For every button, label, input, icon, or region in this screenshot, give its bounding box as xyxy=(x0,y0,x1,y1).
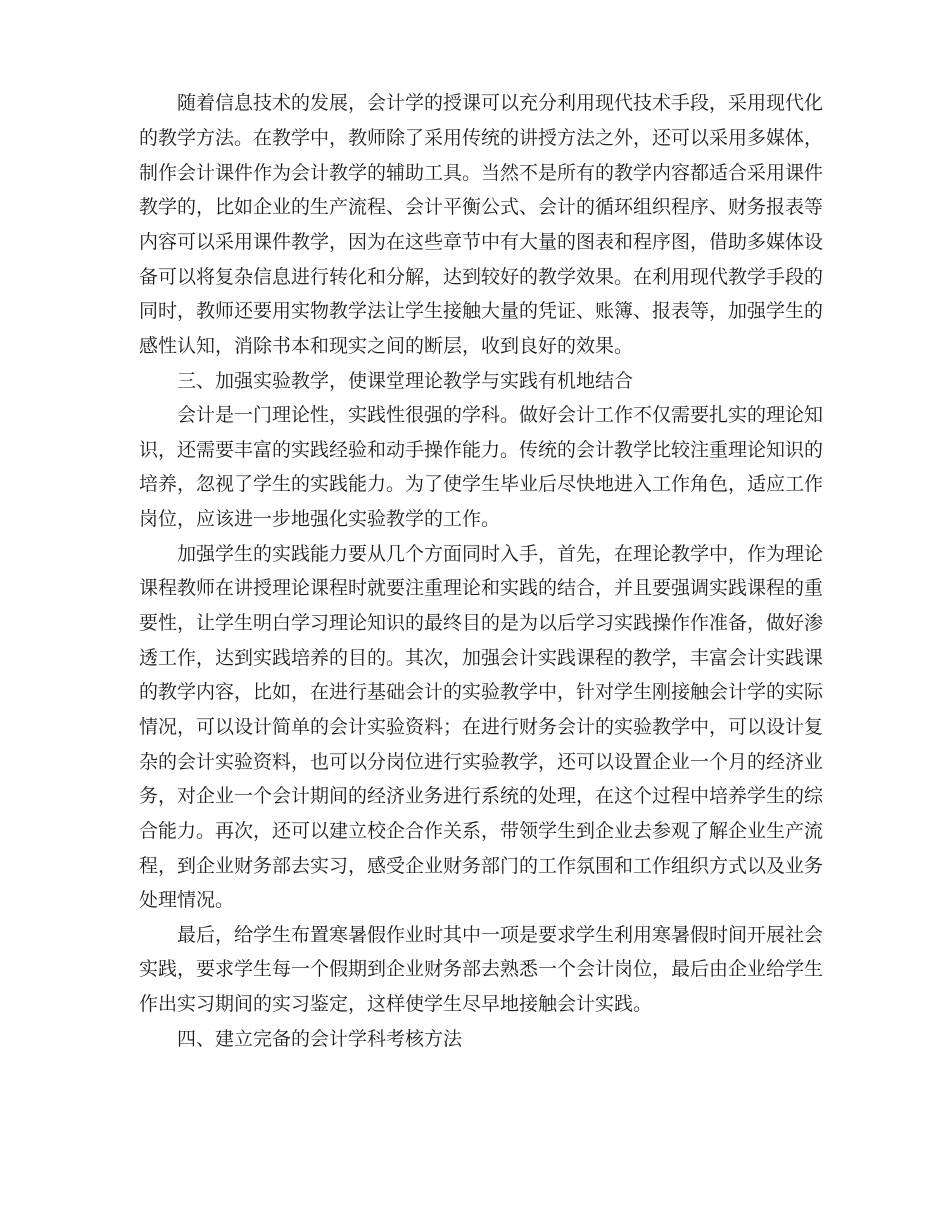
paragraph-1-line-7: 同时，教师还要用实物教学法让学生接触大量的凭证、账簿、报表等，加强学生的 xyxy=(139,300,824,322)
paragraph-4-line-2: 实践，要求学生每一个假期到企业财务部去熟悉一个会计岗位，最后由企业给学生 xyxy=(139,958,824,980)
paragraph-3-line-6: 情况，可以设计简单的会计实验资料；在进行财务会计的实验教学中，可以设计复 xyxy=(139,716,824,738)
paragraph-1-line-2: 的教学方法。在教学中，教师除了采用传统的讲授方法之外，还可以采用多媒体， xyxy=(139,127,824,149)
paragraph-3-line-7: 杂的会计实验资料，也可以分岗位进行实验教学，还可以设置企业一个月的经济业 xyxy=(139,751,824,773)
paragraph-3-line-3: 要性，让学生明白学习理论知识的最终目的是为以后学习实践操作作准备，做好渗 xyxy=(139,612,824,634)
paragraph-3-line-5: 的教学内容，比如，在进行基础会计的实验教学中，针对学生刚接触会计学的实际 xyxy=(139,681,824,703)
paragraph-1-line-4: 教学的，比如企业的生产流程、会计平衡公式、会计的循环组织程序、财务报表等 xyxy=(139,196,824,218)
paragraph-1-line-3: 制作会计课件作为会计教学的辅助工具。当然不是所有的教学内容都适合采用课件 xyxy=(139,162,824,184)
paragraph-3-line-10: 程，到企业财务部去实习，感受企业财务部门的工作氛围和工作组织方式以及业务 xyxy=(139,855,824,877)
paragraph-2-line-1: 会计是一门理论性，实践性很强的学科。做好会计工作不仅需要扎实的理论知 xyxy=(177,404,824,426)
paragraph-3-line-1: 加强学生的实践能力要从几个方面同时入手，首先，在理论教学中，作为理论 xyxy=(177,543,824,565)
paragraph-3-line-9: 合能力。再次，还可以建立校企合作关系，带领学生到企业去参观了解企业生产流 xyxy=(139,820,824,842)
paragraph-1-line-6: 备可以将复杂信息进行转化和分解，达到较好的教学效果。在利用现代教学手段的 xyxy=(139,266,824,288)
paragraph-4-line-1: 最后，给学生布置寒暑假作业时其中一项是要求学生利用寒暑假时间开展社会 xyxy=(177,924,824,946)
paragraph-2-line-3: 培养，忽视了学生的实践能力。为了使学生毕业后尽快地进入工作角色，适应工作 xyxy=(139,473,824,495)
paragraph-2-line-4: 岗位，应该进一步地强化实验教学的工作。 xyxy=(139,508,501,530)
section-heading-4: 四、建立完备的会计学科考核方法 xyxy=(177,1028,463,1050)
paragraph-3-line-8: 务，对企业一个会计期间的经济业务进行系统的处理，在这个过程中培养学生的综 xyxy=(139,785,824,807)
paragraph-1-line-1: 随着信息技术的发展，会计学的授课可以充分利用现代技术手段，采用现代化 xyxy=(177,92,824,114)
paragraph-3-line-2: 课程教师在讲授理论课程时就要注重理论和实践的结合，并且要强调实践课程的重 xyxy=(139,577,824,599)
paragraph-2-line-2: 识，还需要丰富的实践经验和动手操作能力。传统的会计教学比较注重理论知识的 xyxy=(139,439,824,461)
section-heading-3: 三、加强实验教学，使课堂理论教学与实践有机地结合 xyxy=(177,370,634,392)
paragraph-4-line-3: 作出实习期间的实习鉴定，这样使学生尽早地接触会计实践。 xyxy=(139,993,653,1015)
paragraph-1-line-5: 内容可以采用课件教学，因为在这些章节中有大量的图表和程序图，借助多媒体设 xyxy=(139,231,824,253)
paragraph-3-line-11: 处理情况。 xyxy=(139,889,235,911)
paragraph-3-line-4: 透工作，达到实践培养的目的。其次，加强会计实践课程的教学，丰富会计实践课 xyxy=(139,647,824,669)
paragraph-1-line-8: 感性认知，消除书本和现实之间的断层，收到良好的效果。 xyxy=(139,335,634,357)
